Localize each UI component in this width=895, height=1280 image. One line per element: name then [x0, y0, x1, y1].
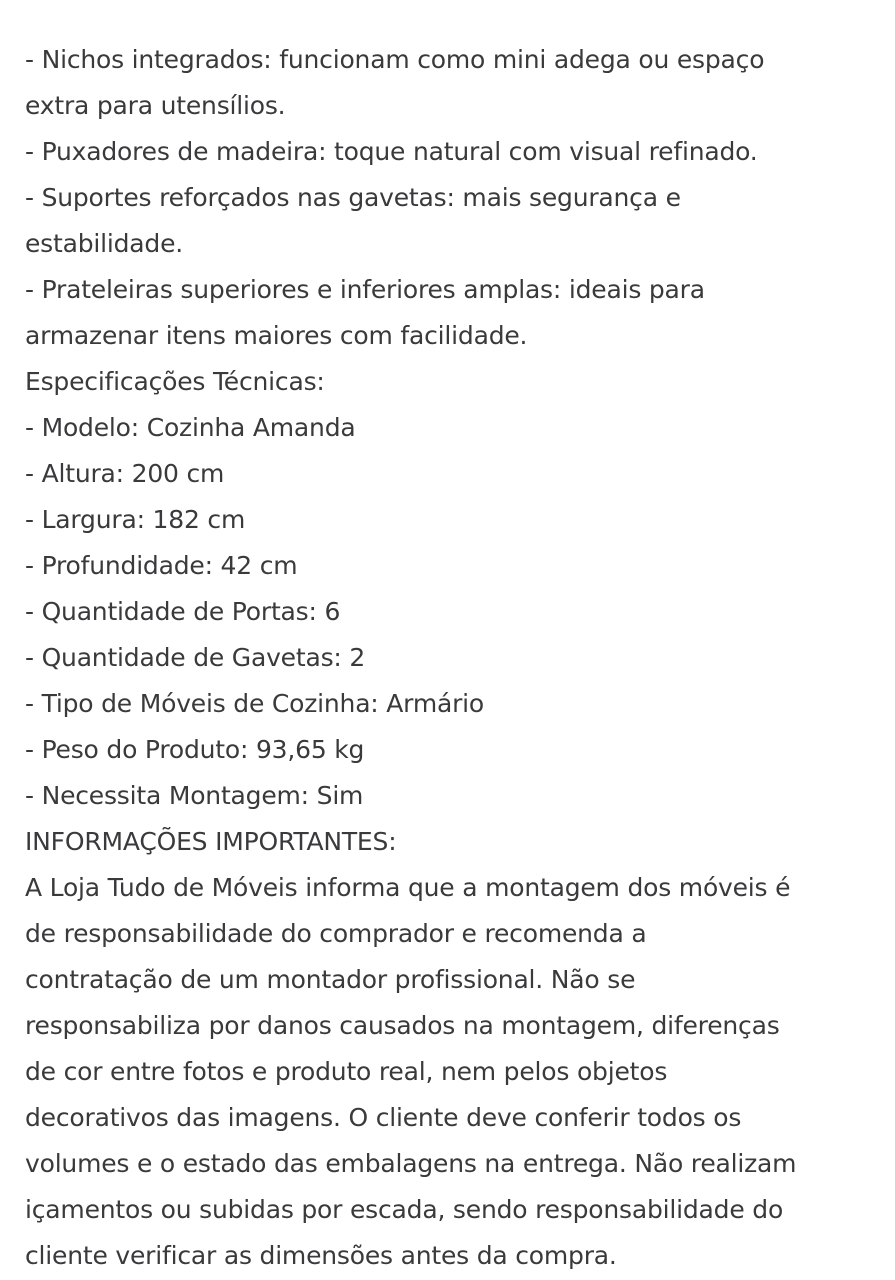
spec-item: - Quantidade de Gavetas: 2	[25, 643, 366, 672]
important-heading: INFORMAÇÕES IMPORTANTES:	[25, 827, 397, 856]
spec-item: - Quantidade de Portas: 6	[25, 597, 341, 626]
important-text-line: A Loja Tudo de Móveis informa que a montagem dos móveis é	[25, 873, 791, 902]
feature-line: armazenar itens maiores com facilidade.	[25, 321, 528, 350]
important-text-line: volumes e o estado das embalagens na entrega. Não realizam	[25, 1149, 797, 1178]
important-text-line: de cor entre fotos e produto real, nem pelos objetos	[25, 1057, 668, 1086]
feature-line: - Puxadores de madeira: toque natural com visual refinado.	[25, 137, 758, 166]
spec-item: - Largura: 182 cm	[25, 505, 246, 534]
spec-item: - Tipo de Móveis de Cozinha: Armário	[25, 689, 485, 718]
product-description	[25, 37, 885, 1279]
feature-line: extra para utensílios.	[25, 91, 286, 120]
spec-item: - Necessita Montagem: Sim	[25, 781, 364, 810]
feature-line: estabilidade.	[25, 229, 184, 258]
spec-item: - Altura: 200 cm	[25, 459, 225, 488]
specs-heading: Especificações Técnicas:	[25, 367, 325, 396]
features-list	[25, 37, 885, 359]
important-info-section	[25, 819, 885, 1279]
important-text-line: içamentos ou subidas por escada, sendo responsabilidade do	[25, 1195, 784, 1224]
feature-line: - Nichos integrados: funcionam como mini adega ou espaço	[25, 45, 765, 74]
important-text-line: contratação de um montador profissional. Não se	[25, 965, 636, 994]
feature-line: - Suportes reforçados nas gavetas: mais segurança e	[25, 183, 681, 212]
spec-item: - Profundidade: 42 cm	[25, 551, 298, 580]
specs-section	[25, 359, 885, 819]
important-text-line: decorativos das imagens. O cliente deve conferir todos os	[25, 1103, 742, 1132]
spec-item: - Modelo: Cozinha Amanda	[25, 413, 356, 442]
important-text-line: de responsabilidade do comprador e recomenda a	[25, 919, 647, 948]
feature-line: - Prateleiras superiores e inferiores amplas: ideais para	[25, 275, 705, 304]
important-text-line: cliente verificar as dimensões antes da compra.	[25, 1241, 617, 1270]
important-text-line: responsabiliza por danos causados na montagem, diferenças	[25, 1011, 780, 1040]
spec-item: - Peso do Produto: 93,65 kg	[25, 735, 365, 764]
